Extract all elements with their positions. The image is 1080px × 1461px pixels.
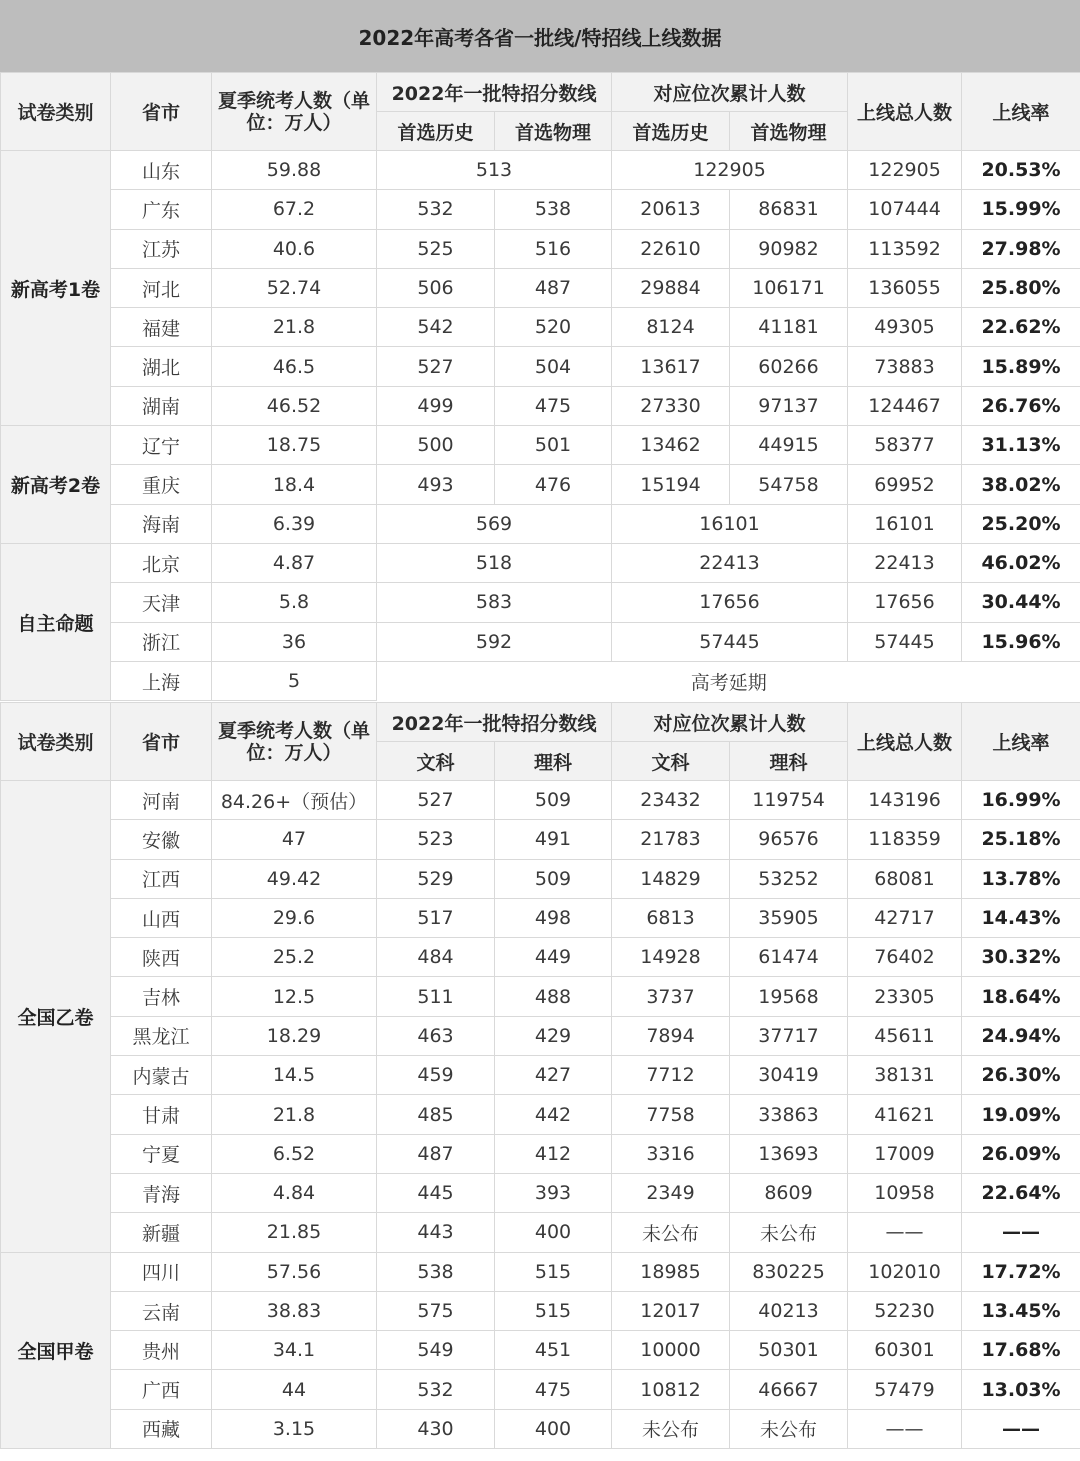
category-cell: 新高考1卷 [1,151,111,426]
examinees-cell: 46.52 [212,386,377,425]
table-row [1,1095,1080,1134]
rank-a-cell: 23432 [612,781,730,820]
score-line-a-cell: 459 [377,1056,495,1095]
header-row [1,73,1080,112]
table-row [1,190,1080,229]
rank-b-cell: 830225 [730,1252,848,1291]
rank-b-cell: 106171 [730,268,848,307]
rank-b-cell: 60266 [730,347,848,386]
examinees-cell: 84.26+（预估） [212,781,377,820]
examinees-cell: 25.2 [212,938,377,977]
rate-cell: 18.64% [962,977,1080,1016]
rank-b-cell: 46667 [730,1370,848,1409]
score-line-a-cell: 532 [377,1370,495,1409]
examinees-cell: 44 [212,1370,377,1409]
total-cell: 52230 [848,1291,962,1330]
score-line-b-cell: 491 [495,820,612,859]
score-line-b-cell: 393 [495,1173,612,1212]
rate-cell: 20.53% [962,151,1080,190]
table-row [1,1409,1080,1448]
province-cell: 黑龙江 [111,1016,212,1055]
examinees-cell: 14.5 [212,1056,377,1095]
rate-cell: 26.30% [962,1056,1080,1095]
table-row [1,977,1080,1016]
header-examinees: 夏季统考人数（单位：万人） [212,73,377,151]
province-cell: 湖南 [111,386,212,425]
rate-cell: —— [962,1213,1080,1252]
examinees-cell: 4.84 [212,1173,377,1212]
rank-b-cell: 未公布 [730,1409,848,1448]
total-cell: 22413 [848,543,962,582]
total-cell: 69952 [848,465,962,504]
rate-cell: 13.03% [962,1370,1080,1409]
province-cell: 重庆 [111,465,212,504]
score-line-b-cell: 520 [495,308,612,347]
header-rank: 对应位次累计人数 [612,73,848,112]
total-cell: 113592 [848,229,962,268]
rank-a-cell: 7894 [612,1016,730,1055]
score-line-a-cell: 500 [377,426,495,465]
table-row [1,151,1080,190]
province-cell: 河北 [111,268,212,307]
table-row [1,1056,1080,1095]
score-line-a-cell: 542 [377,308,495,347]
province-cell: 辽宁 [111,426,212,465]
rate-cell: 19.09% [962,1095,1080,1134]
province-cell: 贵州 [111,1331,212,1370]
score-line-b-cell: 412 [495,1134,612,1173]
rank-a-cell: 20613 [612,190,730,229]
province-cell: 福建 [111,308,212,347]
header-province: 省市 [111,703,212,781]
table-row [1,583,1080,622]
rank-a-cell: 18985 [612,1252,730,1291]
header-row [1,703,1080,742]
header-sub4: 理科 [730,742,848,781]
score-line-b-cell: 427 [495,1056,612,1095]
rank-a-cell: 21783 [612,820,730,859]
rate-cell: 17.72% [962,1252,1080,1291]
header-examinees: 夏季统考人数（单位：万人） [212,703,377,781]
rank-b-cell: 37717 [730,1016,848,1055]
rate-cell: 26.09% [962,1134,1080,1173]
rate-cell: 25.80% [962,268,1080,307]
header-total: 上线总人数 [848,703,962,781]
rank-b-cell: 未公布 [730,1213,848,1252]
category-cell: 全国乙卷 [1,781,111,1253]
province-cell: 广西 [111,1370,212,1409]
rank-b-cell: 119754 [730,781,848,820]
examinees-cell: 46.5 [212,347,377,386]
total-cell: 38131 [848,1056,962,1095]
province-cell: 北京 [111,543,212,582]
province-cell: 甘肃 [111,1095,212,1134]
rate-cell: 38.02% [962,465,1080,504]
table-row [1,386,1080,425]
total-cell: 17009 [848,1134,962,1173]
examinees-cell: 29.6 [212,898,377,937]
province-cell: 内蒙古 [111,1056,212,1095]
province-cell: 上海 [111,661,212,700]
examinees-cell: 34.1 [212,1331,377,1370]
province-cell: 宁夏 [111,1134,212,1173]
header-score-line: 2022年一批特招分数线 [377,73,612,112]
score-line-a-cell: 575 [377,1291,495,1330]
rank-b-cell: 35905 [730,898,848,937]
rank-a-cell: 7758 [612,1095,730,1134]
score-line-b-cell: 515 [495,1252,612,1291]
examinees-cell: 67.2 [212,190,377,229]
province-cell: 青海 [111,1173,212,1212]
header-sub2: 首选物理 [495,112,612,151]
rate-cell: 22.64% [962,1173,1080,1212]
rank-cell: 57445 [612,622,848,661]
rank-a-cell: 27330 [612,386,730,425]
score-line-b-cell: 516 [495,229,612,268]
score-line-a-cell: 538 [377,1252,495,1291]
examinees-cell: 21.8 [212,308,377,347]
table-row [1,781,1080,820]
rate-cell: 27.98% [962,229,1080,268]
rank-a-cell: 13462 [612,426,730,465]
header-sub3: 首选历史 [612,112,730,151]
header-sub3: 文科 [612,742,730,781]
total-cell: 41621 [848,1095,962,1134]
province-cell: 陕西 [111,938,212,977]
total-cell: 49305 [848,308,962,347]
rank-a-cell: 10000 [612,1331,730,1370]
header-total: 上线总人数 [848,73,962,151]
province-cell: 广东 [111,190,212,229]
score-line-a-cell: 484 [377,938,495,977]
score-line-cell: 513 [377,151,612,190]
rank-b-cell: 53252 [730,859,848,898]
rank-a-cell: 3316 [612,1134,730,1173]
rank-b-cell: 13693 [730,1134,848,1173]
examinees-cell: 21.8 [212,1095,377,1134]
total-cell: 76402 [848,938,962,977]
score-line-b-cell: 504 [495,347,612,386]
score-line-b-cell: 515 [495,1291,612,1330]
table-row [1,229,1080,268]
total-cell: 23305 [848,977,962,1016]
examinees-cell: 57.56 [212,1252,377,1291]
rate-cell: 16.99% [962,781,1080,820]
province-cell: 云南 [111,1291,212,1330]
header-sub1: 文科 [377,742,495,781]
rank-cell: 16101 [612,504,848,543]
province-cell: 海南 [111,504,212,543]
rank-b-cell: 8609 [730,1173,848,1212]
examinees-cell: 52.74 [212,268,377,307]
total-cell: 68081 [848,859,962,898]
examinees-cell: 40.6 [212,229,377,268]
total-cell: 58377 [848,426,962,465]
table-row [1,622,1080,661]
total-cell: 143196 [848,781,962,820]
table-row [1,1134,1080,1173]
rate-cell: 46.02% [962,543,1080,582]
examinees-cell: 5.8 [212,583,377,622]
province-cell: 安徽 [111,820,212,859]
score-line-a-cell: 511 [377,977,495,1016]
header-sub1: 首选历史 [377,112,495,151]
score-line-b-cell: 538 [495,190,612,229]
table-row [1,347,1080,386]
rank-b-cell: 86831 [730,190,848,229]
score-line-b-cell: 475 [495,1370,612,1409]
rank-b-cell: 33863 [730,1095,848,1134]
rank-a-cell: 29884 [612,268,730,307]
total-cell: 136055 [848,268,962,307]
rank-b-cell: 50301 [730,1331,848,1370]
rank-b-cell: 30419 [730,1056,848,1095]
score-line-a-cell: 532 [377,190,495,229]
rate-cell: 25.18% [962,820,1080,859]
total-cell: 16101 [848,504,962,543]
category-cell: 自主命题 [1,543,111,700]
total-cell: 122905 [848,151,962,190]
score-line-a-cell: 430 [377,1409,495,1448]
score-line-a-cell: 527 [377,347,495,386]
score-line-a-cell: 443 [377,1213,495,1252]
score-line-b-cell: 501 [495,426,612,465]
table-row [1,898,1080,937]
total-cell: 45611 [848,1016,962,1055]
data-table-new-gaokao [0,72,1080,701]
page-title: 2022年高考各省一批线/特招线上线数据 [0,0,1080,72]
rate-cell: 24.94% [962,1016,1080,1055]
rank-a-cell: 未公布 [612,1409,730,1448]
rank-a-cell: 14829 [612,859,730,898]
province-cell: 浙江 [111,622,212,661]
province-cell: 西藏 [111,1409,212,1448]
rate-cell: 17.68% [962,1331,1080,1370]
category-cell: 全国甲卷 [1,1252,111,1448]
rank-b-cell: 44915 [730,426,848,465]
score-line-a-cell: 523 [377,820,495,859]
score-line-b-cell: 400 [495,1409,612,1448]
rank-a-cell: 12017 [612,1291,730,1330]
score-line-a-cell: 525 [377,229,495,268]
rank-cell: 17656 [612,583,848,622]
table-row [1,938,1080,977]
total-cell: 57445 [848,622,962,661]
total-cell: 42717 [848,898,962,937]
rank-a-cell: 10812 [612,1370,730,1409]
province-cell: 天津 [111,583,212,622]
province-cell: 江西 [111,859,212,898]
total-cell: 102010 [848,1252,962,1291]
province-cell: 湖北 [111,347,212,386]
score-line-a-cell: 527 [377,781,495,820]
examinees-cell: 18.4 [212,465,377,504]
header-category: 试卷类别 [1,703,111,781]
province-cell: 新疆 [111,1213,212,1252]
score-line-a-cell: 463 [377,1016,495,1055]
rate-cell: 25.20% [962,504,1080,543]
examinees-cell: 59.88 [212,151,377,190]
examinees-cell: 18.29 [212,1016,377,1055]
rank-b-cell: 40213 [730,1291,848,1330]
rank-a-cell: 7712 [612,1056,730,1095]
data-table-national [0,702,1080,1449]
rank-cell: 122905 [612,151,848,190]
table-row [1,1331,1080,1370]
examinees-cell: 4.87 [212,543,377,582]
score-line-a-cell: 499 [377,386,495,425]
score-line-b-cell: 429 [495,1016,612,1055]
rank-a-cell: 2349 [612,1173,730,1212]
score-line-b-cell: 509 [495,859,612,898]
total-cell: 107444 [848,190,962,229]
rate-cell: 26.76% [962,386,1080,425]
table-row [1,426,1080,465]
rate-cell: 30.32% [962,938,1080,977]
province-cell: 山东 [111,151,212,190]
examinees-cell: 12.5 [212,977,377,1016]
category-cell: 新高考2卷 [1,426,111,544]
rank-a-cell: 14928 [612,938,730,977]
examinees-cell: 49.42 [212,859,377,898]
examinees-cell: 6.52 [212,1134,377,1173]
rank-b-cell: 61474 [730,938,848,977]
rank-a-cell: 13617 [612,347,730,386]
header-province: 省市 [111,73,212,151]
examinees-cell: 6.39 [212,504,377,543]
score-line-a-cell: 549 [377,1331,495,1370]
score-line-b-cell: 449 [495,938,612,977]
examinees-cell: 21.85 [212,1213,377,1252]
score-line-b-cell: 509 [495,781,612,820]
header-rate: 上线率 [962,703,1080,781]
score-line-b-cell: 400 [495,1213,612,1252]
score-line-a-cell: 493 [377,465,495,504]
province-cell: 江苏 [111,229,212,268]
table-row [1,465,1080,504]
examinees-cell: 3.15 [212,1409,377,1448]
score-line-a-cell: 517 [377,898,495,937]
score-line-b-cell: 451 [495,1331,612,1370]
rate-cell: 15.96% [962,622,1080,661]
rank-a-cell: 3737 [612,977,730,1016]
province-cell: 山西 [111,898,212,937]
rate-cell: 14.43% [962,898,1080,937]
score-line-cell: 518 [377,543,612,582]
table-row [1,1213,1080,1252]
province-cell: 河南 [111,781,212,820]
rank-b-cell: 54758 [730,465,848,504]
note-cell: 高考延期 [377,661,1080,700]
score-line-cell: 583 [377,583,612,622]
total-cell: —— [848,1409,962,1448]
header-sub2: 理科 [495,742,612,781]
table-row [1,543,1080,582]
province-cell: 吉林 [111,977,212,1016]
table-row [1,1370,1080,1409]
score-line-b-cell: 488 [495,977,612,1016]
table-row [1,859,1080,898]
total-cell: 73883 [848,347,962,386]
examinees-cell: 36 [212,622,377,661]
table-row [1,1016,1080,1055]
examinees-cell: 47 [212,820,377,859]
rank-a-cell: 8124 [612,308,730,347]
header-category: 试卷类别 [1,73,111,151]
rate-cell: 15.89% [962,347,1080,386]
rank-b-cell: 90982 [730,229,848,268]
score-line-a-cell: 506 [377,268,495,307]
examinees-cell: 38.83 [212,1291,377,1330]
table-row [1,504,1080,543]
rank-b-cell: 97137 [730,386,848,425]
score-line-b-cell: 487 [495,268,612,307]
score-line-cell: 592 [377,622,612,661]
rank-cell: 22413 [612,543,848,582]
rate-cell: 13.78% [962,859,1080,898]
score-line-a-cell: 485 [377,1095,495,1134]
total-cell: 124467 [848,386,962,425]
rate-cell: 15.99% [962,190,1080,229]
rate-cell: —— [962,1409,1080,1448]
total-cell: 17656 [848,583,962,622]
header-sub4: 首选物理 [730,112,848,151]
score-line-b-cell: 475 [495,386,612,425]
total-cell: 10958 [848,1173,962,1212]
rate-cell: 22.62% [962,308,1080,347]
examinees-cell: 18.75 [212,426,377,465]
rate-cell: 13.45% [962,1291,1080,1330]
rank-a-cell: 6813 [612,898,730,937]
province-cell: 四川 [111,1252,212,1291]
table-row [1,1252,1080,1291]
score-line-b-cell: 498 [495,898,612,937]
total-cell: 118359 [848,820,962,859]
total-cell: 57479 [848,1370,962,1409]
rank-b-cell: 41181 [730,308,848,347]
score-line-b-cell: 476 [495,465,612,504]
table-row [1,308,1080,347]
header-rate: 上线率 [962,73,1080,151]
score-line-a-cell: 529 [377,859,495,898]
rank-b-cell: 19568 [730,977,848,1016]
header-score-line: 2022年一批特招分数线 [377,703,612,742]
rank-a-cell: 22610 [612,229,730,268]
rate-cell: 30.44% [962,583,1080,622]
score-line-a-cell: 445 [377,1173,495,1212]
header-rank: 对应位次累计人数 [612,703,848,742]
score-line-cell: 569 [377,504,612,543]
rank-a-cell: 未公布 [612,1213,730,1252]
score-line-a-cell: 487 [377,1134,495,1173]
total-cell: —— [848,1213,962,1252]
rate-cell: 31.13% [962,426,1080,465]
table-row [1,1173,1080,1212]
table-row [1,1291,1080,1330]
rank-a-cell: 15194 [612,465,730,504]
table-row [1,268,1080,307]
total-cell: 60301 [848,1331,962,1370]
table-row [1,820,1080,859]
rank-b-cell: 96576 [730,820,848,859]
table-row [1,661,1080,700]
examinees-cell: 5 [212,661,377,700]
score-line-b-cell: 442 [495,1095,612,1134]
